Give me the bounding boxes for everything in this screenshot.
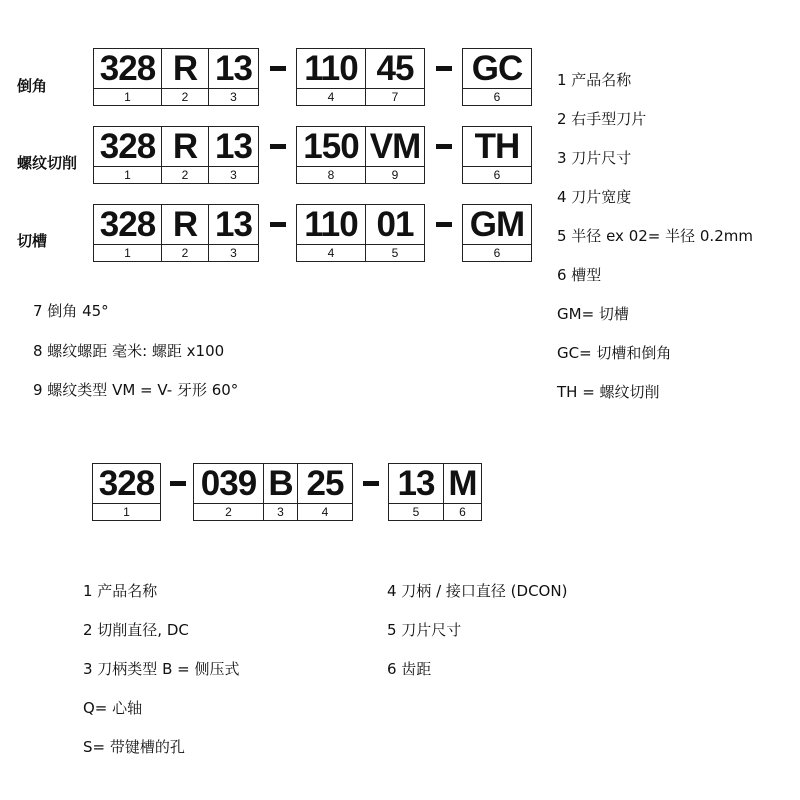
code-cell: [208, 48, 259, 106]
code-value: 328: [94, 49, 161, 89]
code-index: 2: [181, 246, 189, 260]
code-index: 7: [391, 90, 399, 104]
code-value: GM: [463, 205, 531, 245]
code-value: R: [162, 49, 208, 89]
code-index: 1: [124, 168, 131, 182]
code-cell: [296, 126, 366, 184]
code-value: R: [162, 205, 208, 245]
code-value: GC: [463, 49, 531, 89]
code-cell: [296, 48, 366, 106]
legend-note: 1 产品名称: [557, 71, 632, 89]
code-value: 45: [366, 49, 424, 89]
legend-note: 6 齿距: [387, 660, 432, 678]
code-value: 328: [94, 127, 161, 167]
row-label-grooving: 切槽: [17, 232, 48, 250]
code-cell: [161, 126, 209, 184]
row-label-chamfer: 倒角: [17, 77, 48, 95]
legend-note: 8 螺纹螺距 毫米: 螺距 x100: [33, 342, 225, 360]
code-index: 6: [459, 505, 466, 519]
code-cell: [297, 463, 353, 521]
code-separator: [259, 204, 297, 245]
code-separator: [425, 48, 463, 89]
code-index: 4: [327, 246, 335, 260]
code-value: 13: [209, 49, 258, 89]
code-row-cutter: [92, 463, 482, 521]
code-value: 01: [366, 205, 424, 245]
legend-note: TH = 螺纹切削: [557, 383, 660, 401]
code-cell: [93, 48, 162, 106]
code-separator: [259, 48, 297, 89]
code-row-chamfer: [93, 48, 532, 106]
code-index: 6: [493, 90, 501, 104]
code-index: 8: [327, 168, 335, 182]
code-index: 3: [230, 90, 237, 104]
legend-note: 3 刀片尺寸: [557, 149, 632, 167]
code-index: 9: [391, 168, 399, 182]
code-index: 3: [230, 168, 237, 182]
legend-note: GC= 切槽和倒角: [557, 344, 672, 362]
code-cell: [92, 463, 161, 521]
code-cell: [462, 204, 532, 262]
code-value: 150: [297, 127, 365, 167]
code-cell: [388, 463, 444, 521]
code-cell: [161, 204, 209, 262]
code-cell: [462, 48, 532, 106]
code-cell: [193, 463, 264, 521]
code-value: 13: [389, 464, 443, 504]
code-index: 3: [277, 505, 284, 519]
code-index: 5: [391, 246, 399, 260]
code-value: 110: [297, 49, 365, 89]
legend-note: S= 带键槽的孔: [83, 738, 185, 756]
code-separator: [161, 463, 194, 504]
legend-note: 4 刀片宽度: [557, 188, 632, 206]
code-cell: [208, 204, 259, 262]
code-value: 328: [94, 205, 161, 245]
code-cell: [443, 463, 482, 521]
code-value: 13: [209, 205, 258, 245]
code-index: 2: [181, 90, 189, 104]
code-row-threading: [93, 126, 532, 184]
code-cell: [161, 48, 209, 106]
code-value: 328: [93, 464, 160, 504]
code-index: 2: [225, 505, 232, 519]
code-value: 13: [209, 127, 258, 167]
code-index: 5: [412, 505, 420, 519]
code-value: 25: [298, 464, 352, 504]
code-cell: [93, 126, 162, 184]
code-index: 4: [327, 90, 335, 104]
legend-note: 5 刀片尺寸: [387, 621, 462, 639]
code-cell: [365, 204, 425, 262]
code-cell: [93, 204, 162, 262]
code-value: VM: [366, 127, 424, 167]
legend-note: 3 刀柄类型 B = 侧压式: [83, 660, 240, 678]
legend-note: 2 右手型刀片: [557, 110, 647, 128]
code-separator: [425, 204, 463, 245]
code-index: 6: [493, 168, 501, 182]
code-row-grooving: [93, 204, 532, 262]
code-value: 039: [194, 464, 263, 504]
legend-note: 1 产品名称: [83, 582, 158, 600]
code-separator: [425, 126, 463, 167]
code-index: 6: [493, 246, 501, 260]
legend-note: Q= 心轴: [83, 699, 143, 717]
code-index: 3: [230, 246, 237, 260]
code-value: R: [162, 127, 208, 167]
code-cell: [462, 126, 532, 184]
code-value: TH: [463, 127, 531, 167]
code-value: B: [264, 464, 297, 504]
code-index: 2: [181, 168, 189, 182]
code-index: 4: [321, 505, 329, 519]
code-separator: [353, 463, 389, 504]
code-index: 1: [124, 246, 131, 260]
row-label-threading: 螺纹切削: [17, 154, 78, 172]
legend-note: 9 螺纹类型 VM = V- 牙形 60°: [33, 381, 239, 399]
code-cell: [296, 204, 366, 262]
legend-note: 6 槽型: [557, 266, 602, 284]
legend-note: 2 切削直径, DC: [83, 621, 189, 639]
legend-note: GM= 切槽: [557, 305, 629, 323]
code-index: 1: [124, 90, 131, 104]
code-cell: [208, 126, 259, 184]
legend-note: 7 倒角 45°: [33, 302, 109, 320]
code-value: M: [444, 464, 481, 504]
code-cell: [365, 48, 425, 106]
code-cell: [365, 126, 425, 184]
code-value: 110: [297, 205, 365, 245]
legend-note: 4 刀柄 / 接口直径 (DCON): [387, 582, 568, 600]
code-cell: [263, 463, 298, 521]
legend-note: 5 半径 ex 02= 半径 0.2mm: [557, 227, 753, 245]
code-separator: [259, 126, 297, 167]
code-index: 1: [123, 505, 130, 519]
